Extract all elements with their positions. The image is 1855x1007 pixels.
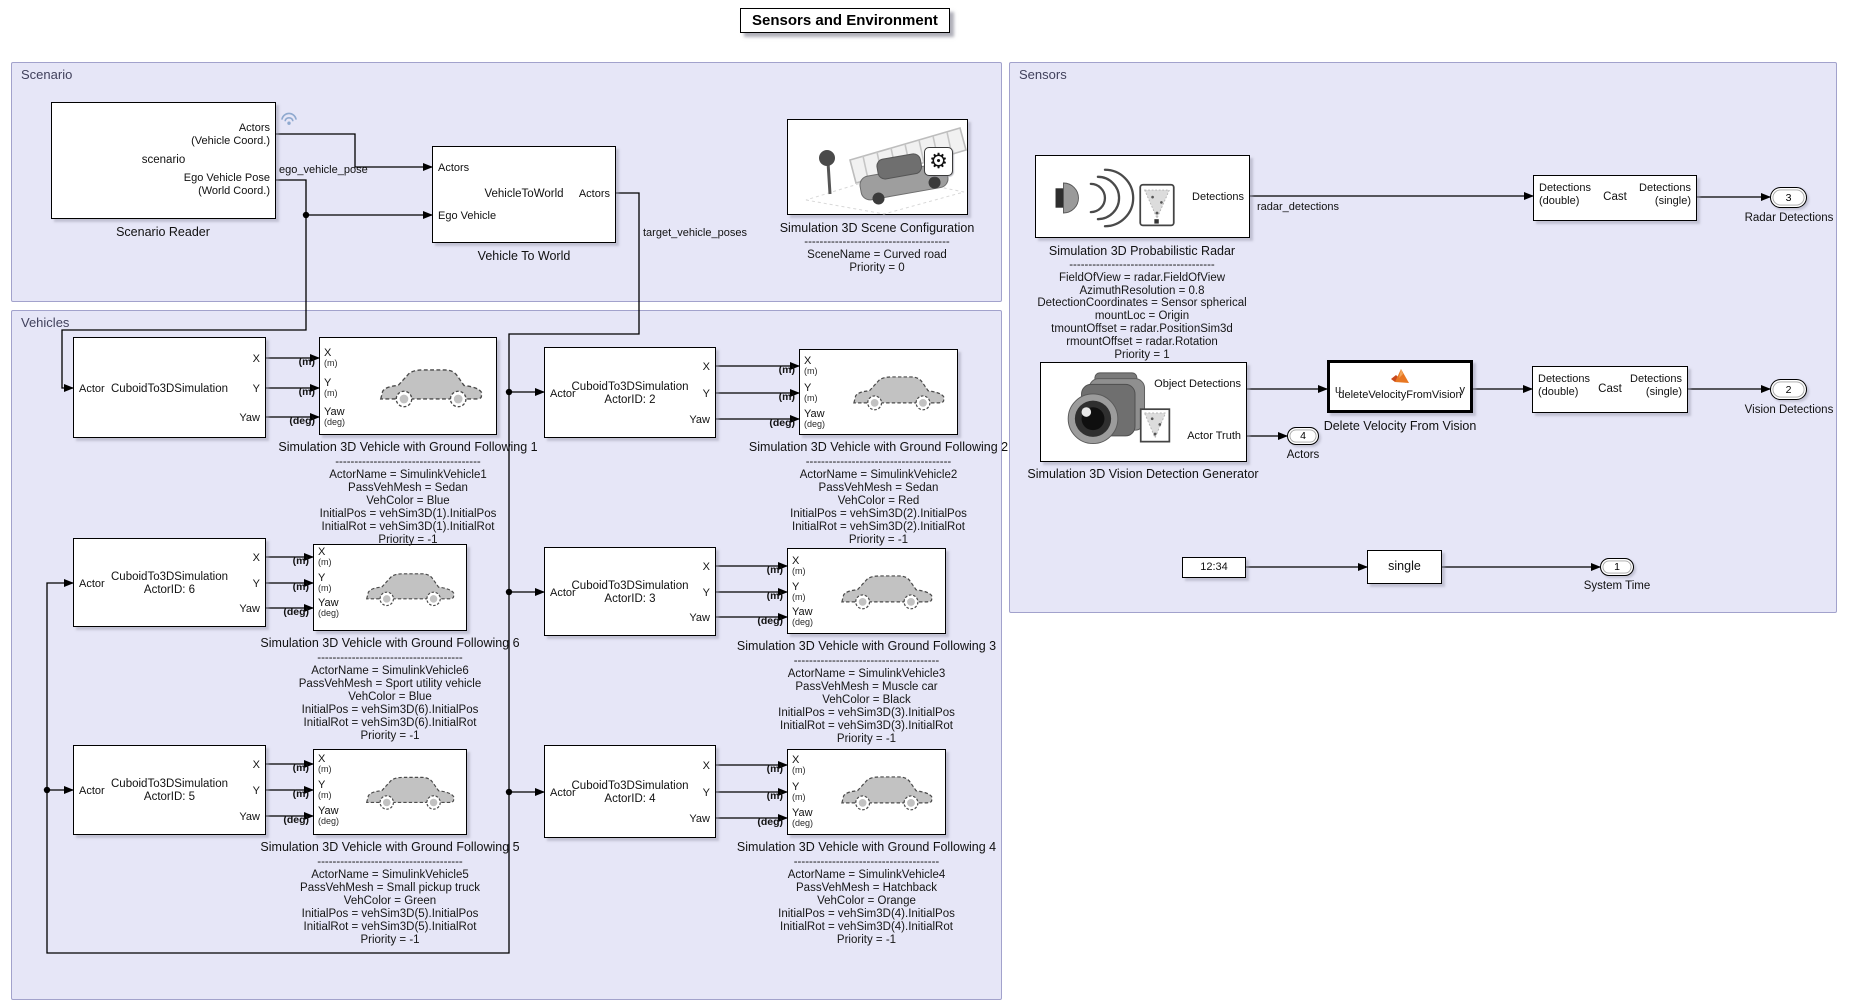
port-in-unit: (m): [792, 592, 806, 602]
signal-unit-label: (m): [298, 386, 315, 398]
port-in-actor: Actor: [550, 387, 576, 400]
divider: --------------------------------------: [317, 652, 463, 664]
cuboid-to-3d-simulation-block[interactable]: [73, 538, 266, 627]
radar-name: Simulation 3D Probabilistic Radar: [1048, 244, 1236, 258]
cuboid-center-label: CuboidTo3DSimulation: [111, 382, 228, 395]
signal-unit-label: (m): [766, 590, 783, 602]
outport-system-time[interactable]: 1: [1600, 558, 1634, 576]
wireless-streaming-icon: [280, 111, 298, 126]
outport-actors[interactable]: 4: [1287, 427, 1319, 445]
port-out-x: X: [252, 759, 260, 771]
port-actors-vehicle-coord: Actors (Vehicle Coord.): [191, 122, 270, 147]
vehicles-area-label: Vehicles: [21, 315, 70, 330]
gear-icon: ⚙: [924, 147, 953, 176]
port-out-yaw: Yaw: [239, 603, 260, 615]
vehicle-annotation: -------------------------------------- ActorName = SimulinkVehicle6 PassVehMesh = Sport utility vehicle VehColor = Blue InitialPos = vehSim3D(6).InitialPos InitialRot = vehSim3D(6).InitialRot Priority = -1: [298, 652, 482, 742]
vehicle-to-world-name: Vehicle To World: [477, 249, 571, 263]
port-in-actor: Actor: [79, 577, 105, 590]
cast-out-label: Detections (single): [1630, 373, 1682, 398]
port-in-x: X: [318, 753, 326, 765]
port-in-unit: (deg): [804, 419, 826, 429]
port-out-actors: Actors: [578, 188, 610, 200]
sim3d-vehicle-block[interactable]: [799, 349, 958, 435]
signal-unit-label: (deg): [283, 814, 309, 826]
sim3d-vehicle-block[interactable]: [787, 548, 946, 634]
port-in-unit: (m): [318, 790, 332, 800]
signal-unit-label: (deg): [757, 816, 783, 828]
delete-velocity-name: Delete Velocity From Vision: [1323, 419, 1477, 433]
car-silhouette-icon: [360, 554, 460, 620]
scenario-reader-center-label: scenario: [141, 154, 186, 166]
port-in-yaw: Yaw: [804, 408, 825, 420]
divider: --------------------------------------: [335, 456, 481, 468]
port-out-y: Y: [702, 587, 710, 599]
signal-unit-label: (deg): [283, 606, 309, 618]
vehicle-block-name: Simulation 3D Vehicle with Ground Following 2: [748, 440, 1009, 454]
digital-clock-block[interactable]: [1182, 557, 1246, 578]
signal-unit-label: (m): [292, 788, 309, 800]
wire-ego-pose-to-vehicletoworld[interactable]: [276, 180, 432, 215]
outport-radar-detections-label: Radar Detections: [1744, 212, 1834, 224]
divider: --------------------------------------: [793, 655, 940, 667]
port-out-y: Y: [252, 785, 260, 797]
scene-configuration-annotation: -------------------------------------- SceneName = Curved road Priority = 0: [804, 236, 950, 274]
single-cast-block[interactable]: [1367, 550, 1442, 584]
cuboid-center-label: CuboidTo3DSimulation ActorID: 2: [571, 380, 689, 406]
sensors-area-label: Sensors: [1019, 67, 1067, 82]
cast-out-label: Detections (single): [1639, 182, 1691, 207]
matlab-logo-icon: [1390, 368, 1410, 385]
cast-vision-block[interactable]: [1532, 366, 1688, 413]
port-in-y: Y: [318, 779, 326, 791]
sim3d-scene-configuration-block[interactable]: [787, 119, 968, 215]
cast-in-label: Detections (double): [1539, 182, 1591, 207]
wire-actors-to-vehicletoworld[interactable]: [276, 134, 432, 167]
signal-unit-label: (m): [766, 763, 783, 775]
radar-icon: [1052, 167, 1202, 229]
port-in-unit: (m): [792, 792, 806, 802]
port-in-unit: (m): [324, 388, 338, 398]
scenario-reader-block[interactable]: [51, 102, 276, 219]
vehicle-block-name: Simulation 3D Vehicle with Ground Following 3: [736, 639, 997, 653]
port-out-yaw: Yaw: [689, 813, 710, 825]
sim3d-vision-detection-generator-block[interactable]: [1040, 362, 1247, 462]
port-in-yaw: Yaw: [318, 805, 339, 817]
port-in-unit: (deg): [324, 417, 346, 427]
sim3d-vehicle-block[interactable]: [319, 337, 497, 435]
diagram-title: Sensors and Environment: [740, 8, 950, 33]
port-in-y: Y: [324, 377, 332, 389]
port-out-detections: Detections: [1192, 191, 1244, 203]
single-cast-label: single: [1388, 559, 1421, 573]
port-in-y: Y: [792, 581, 800, 593]
port-in-unit: (deg): [318, 608, 340, 618]
cuboid-to-3d-simulation-block[interactable]: [544, 547, 716, 636]
port-out-actor-truth: Actor Truth: [1187, 430, 1241, 442]
port-out-y: Y: [252, 383, 260, 395]
port-out-y: Y: [702, 388, 710, 400]
outport-system-time-label: System Time: [1583, 580, 1651, 592]
sim3d-vehicle-block[interactable]: [787, 749, 946, 835]
signal-label-target-vehicle-poses[interactable]: target_vehicle_poses: [643, 227, 747, 239]
port-in-x: X: [804, 355, 812, 367]
car-silhouette-icon: [835, 758, 939, 824]
port-in-yaw: Yaw: [318, 597, 339, 609]
port-in-unit: (m): [318, 764, 332, 774]
port-in-unit: (m): [804, 366, 818, 376]
cast-radar-block[interactable]: [1533, 175, 1697, 221]
port-out-y: Y: [702, 787, 710, 799]
sim3d-probabilistic-radar-block[interactable]: [1035, 155, 1250, 238]
port-in-unit: (deg): [792, 617, 814, 627]
divider: --------------------------------------: [805, 456, 952, 468]
signal-unit-label: (deg): [769, 417, 795, 429]
port-in-unit: (m): [318, 583, 332, 593]
cuboid-to-3d-simulation-block[interactable]: [73, 745, 266, 835]
port-in-u: u: [1335, 384, 1342, 396]
port-out-y: y: [1459, 384, 1465, 396]
signal-unit-label: (m): [778, 391, 795, 403]
vehicle-block-name: Simulation 3D Vehicle with Ground Following 6: [260, 636, 520, 650]
car-silhouette-icon: [847, 358, 951, 424]
port-in-x: X: [324, 347, 332, 359]
radar-annotation: -------------------------------------- FieldOfView = radar.FieldOfView AzimuthResolution = 0.8 DetectionCoordinates = Sensor spherical mountLoc = Origin tmountOffset = radar.PositionSim3d rmountOffset = radar.Rotation Priority = 1: [1037, 259, 1247, 361]
port-out-yaw: Yaw: [689, 612, 710, 624]
delete-velocity-center-label: deleteVelocityFromVision: [1338, 389, 1462, 401]
port-in-unit: (m): [804, 393, 818, 403]
cuboid-to-3d-simulation-block[interactable]: [544, 745, 716, 838]
port-out-yaw: Yaw: [689, 414, 710, 426]
divider: --------------------------------------: [1069, 259, 1215, 271]
car-silhouette-icon: [360, 758, 460, 824]
divider: --------------------------------------: [793, 856, 940, 868]
port-in-x: X: [792, 754, 800, 766]
port-out-y: Y: [252, 578, 260, 590]
clock-value: 12:34: [1200, 561, 1228, 573]
sim3d-vehicle-block[interactable]: [313, 749, 467, 835]
port-in-unit: (m): [792, 566, 806, 576]
port-in-yaw: Yaw: [324, 406, 345, 418]
signal-unit-label: (m): [778, 364, 795, 376]
vehicle-block-name: Simulation 3D Vehicle with Ground Following 5: [260, 840, 520, 854]
scenario-area-label: Scenario: [21, 67, 73, 82]
divider: --------------------------------------: [317, 856, 463, 868]
port-out-x: X: [702, 561, 710, 573]
vehicle-annotation: -------------------------------------- ActorName = SimulinkVehicle4 PassVehMesh = Hatchback VehColor = Orange InitialPos = vehSim3D(4).InitialPos InitialRot = vehSim3D(4).InitialRot Priority = -1: [778, 856, 955, 946]
port-out-x: X: [702, 361, 710, 373]
port-in-yaw: Yaw: [792, 807, 813, 819]
vehicle-block-name: Simulation 3D Vehicle with Ground Following 4: [736, 840, 997, 854]
port-out-x: X: [702, 760, 710, 772]
port-in-actor: Actor: [79, 382, 105, 395]
port-out-x: X: [252, 353, 260, 365]
port-in-y: Y: [318, 572, 326, 584]
signal-unit-label: (m): [292, 555, 309, 567]
vehicle-annotation: -------------------------------------- ActorName = SimulinkVehicle2 PassVehMesh = Sedan VehColor = Red InitialPos = vehSim3D(2).InitialPos InitialRot = vehSim3D(2).InitialRot Priority = -1: [790, 456, 967, 546]
cast-center-label: Cast: [1598, 383, 1622, 395]
cuboid-to-3d-simulation-block[interactable]: [73, 337, 266, 438]
port-in-actors: Actors: [438, 162, 470, 174]
vehicle-to-world-block[interactable]: [432, 146, 616, 243]
cast-in-label: Detections (double): [1538, 373, 1590, 398]
outport-vision-detections[interactable]: 2: [1770, 379, 1807, 400]
signal-unit-label: (deg): [757, 615, 783, 627]
cuboid-center-label: CuboidTo3DSimulation ActorID: 6: [111, 570, 228, 596]
vehicle-annotation: -------------------------------------- ActorName = SimulinkVehicle1 PassVehMesh = Sedan VehColor = Blue InitialPos = vehSim3D(1).InitialPos InitialRot = vehSim3D(1).InitialRot Priority = -1: [319, 456, 497, 546]
cuboid-center-label: CuboidTo3DSimulation ActorID: 5: [111, 778, 228, 803]
port-in-actor: Actor: [550, 786, 576, 799]
car-silhouette-icon: [373, 348, 489, 423]
port-in-y: Y: [804, 382, 812, 394]
cuboid-center-label: CuboidTo3DSimulation ActorID: 4: [571, 779, 689, 805]
port-in-unit: (m): [792, 765, 806, 775]
port-in-x: X: [792, 555, 800, 567]
signal-label-radar-detections[interactable]: radar_detections: [1257, 201, 1339, 213]
port-in-unit: (deg): [792, 818, 814, 828]
port-in-ego-vehicle: Ego Vehicle: [438, 210, 497, 222]
port-in-actor: Actor: [550, 586, 576, 599]
port-in-unit: (m): [318, 557, 332, 567]
port-in-actor: Actor: [79, 785, 105, 797]
port-in-unit: (m): [324, 358, 338, 368]
signal-unit-label: (m): [766, 790, 783, 802]
sim3d-vehicle-block[interactable]: [313, 544, 467, 631]
vision-name: Simulation 3D Vision Detection Generator: [1027, 467, 1259, 481]
vehicle-block-name: Simulation 3D Vehicle with Ground Following 1: [278, 440, 538, 454]
cast-center-label: Cast: [1603, 191, 1627, 203]
cuboid-to-3d-simulation-block[interactable]: [544, 347, 716, 438]
delete-velocity-matlab-function-block[interactable]: [1327, 360, 1473, 413]
port-in-unit: (deg): [318, 816, 340, 826]
signal-label-ego-vehicle-pose[interactable]: ego_vehicle_pose: [279, 164, 368, 176]
signal-unit-label: (m): [766, 564, 783, 576]
scenario-reader-name: Scenario Reader: [116, 225, 210, 239]
port-in-y: Y: [792, 781, 800, 793]
signal-unit-label: (m): [292, 762, 309, 774]
port-ego-vehicle-pose: Ego Vehicle Pose (World Coord.): [183, 172, 270, 197]
port-out-yaw: Yaw: [239, 811, 260, 823]
scene-configuration-name: Simulation 3D Scene Configuration: [779, 221, 975, 235]
outport-vision-detections-label: Vision Detections: [1744, 404, 1834, 416]
vehicle-annotation: -------------------------------------- ActorName = SimulinkVehicle5 PassVehMesh = Small pickup truck VehColor = Green InitialPos = vehSim3D(5).InitialPos InitialRot = vehSim3D(5).InitialRot Priority = -1: [300, 856, 480, 946]
vehicle-annotation: -------------------------------------- ActorName = SimulinkVehicle3 PassVehMesh = Muscle car VehColor = Black InitialPos = vehSim3D(3).InitialPos InitialRot = vehSim3D(3).InitialRot Priority = -1: [778, 655, 955, 745]
port-in-yaw: Yaw: [792, 606, 813, 618]
vehicle-to-world-center-label: VehicleToWorld: [484, 188, 564, 200]
signal-unit-label: (m): [292, 581, 309, 593]
signal-unit-label: (deg): [289, 415, 315, 427]
signal-unit-label: (m): [298, 356, 315, 368]
port-out-x: X: [252, 552, 260, 564]
outport-actors-label: Actors: [1286, 449, 1320, 461]
cuboid-center-label: CuboidTo3DSimulation ActorID: 3: [571, 579, 689, 605]
port-out-object-detections: Object Detections: [1154, 378, 1241, 390]
port-in-x: X: [318, 546, 326, 558]
car-silhouette-icon: [835, 557, 939, 623]
port-out-yaw: Yaw: [239, 412, 260, 424]
divider: --------------------------------------: [804, 236, 950, 248]
outport-radar-detections[interactable]: 3: [1770, 187, 1807, 208]
